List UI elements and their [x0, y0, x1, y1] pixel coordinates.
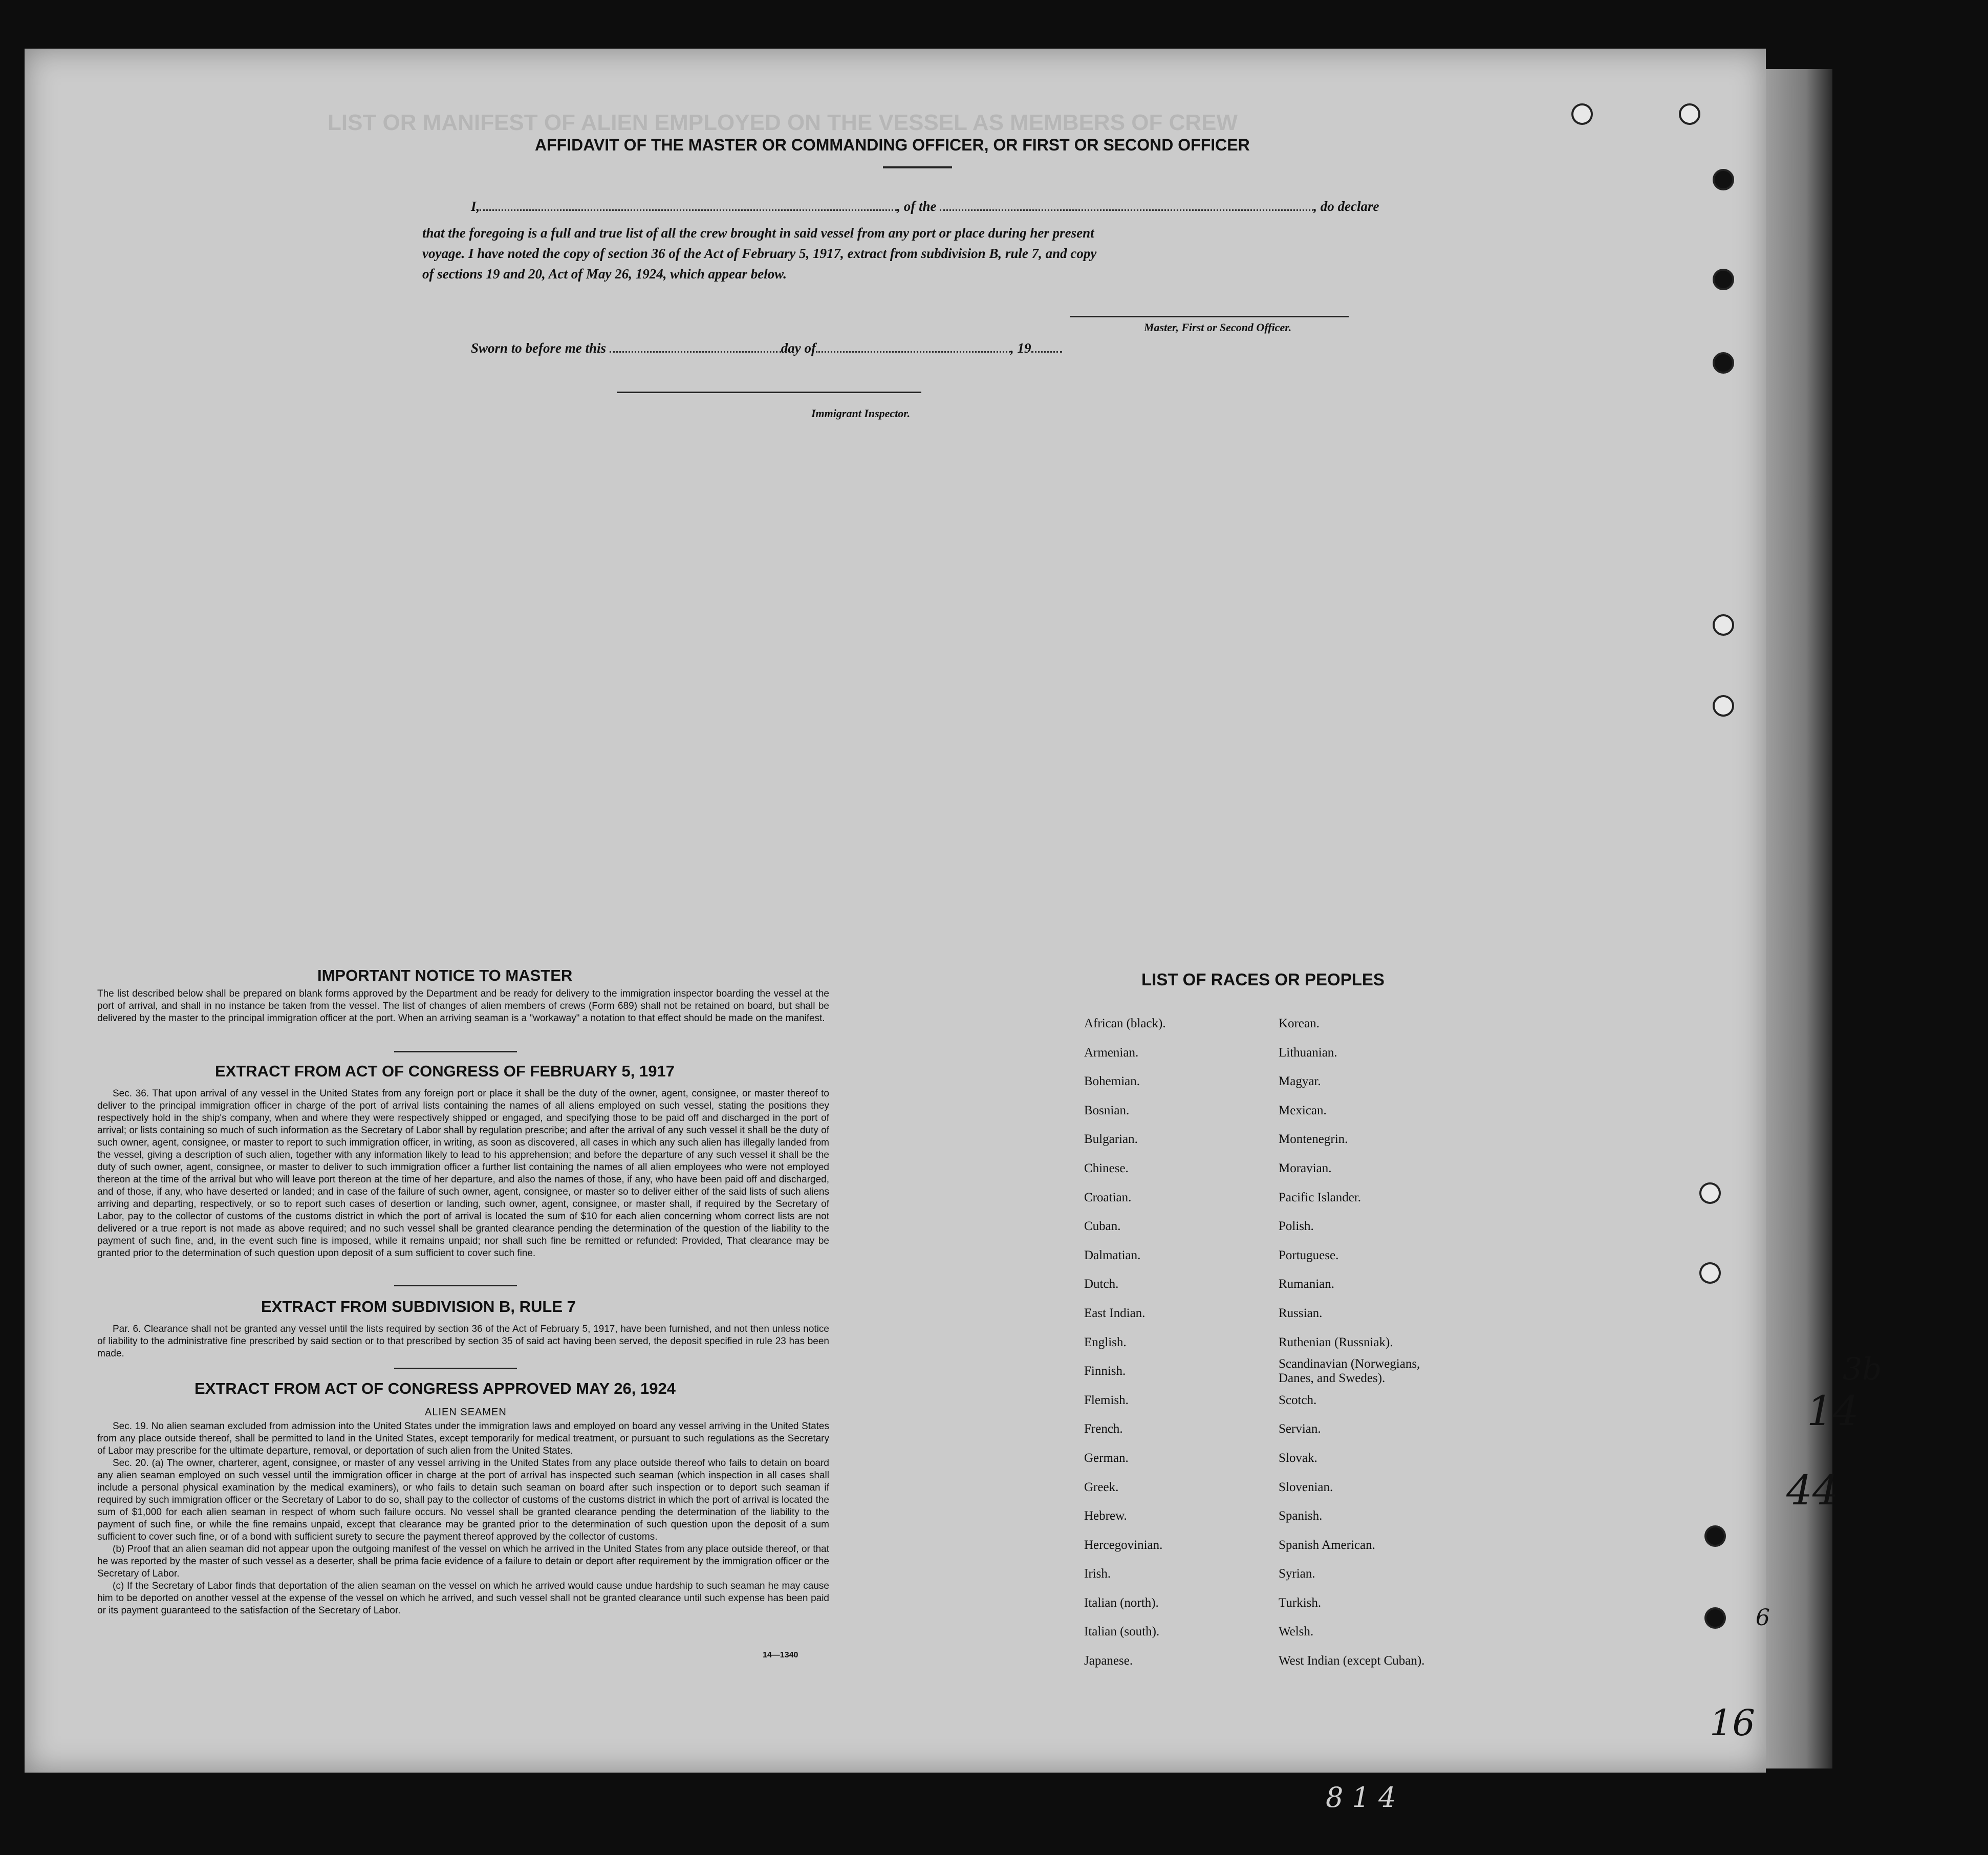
affidavit-line-3: voyage. I have noted the copy of section 36 of the Act of February 5, 1917, extract from subdivision B, rule 7, and copy	[422, 246, 1097, 261]
race-item: Bohemian.	[1084, 1074, 1140, 1089]
sec-19-text: Sec. 19. No alien seaman excluded from admission into the United States under the immigration laws and employed on board any vessel arriving in the United States from any place outside thereof, shall be permitted to land in the United States, except temporarily for medical treatment, or pursuant to such regulations as the Secretary of Labor may prescribe for the ultimate departure, removal, or deportation of such alien from the United States.	[97, 1421, 829, 1456]
race-item: Dutch.	[1084, 1277, 1119, 1291]
race-item: Irish.	[1084, 1567, 1111, 1581]
race-item: Welsh.	[1279, 1625, 1314, 1639]
inspector-signature-label: Immigrant Inspector.	[811, 407, 911, 420]
race-item: Flemish.	[1084, 1393, 1129, 1407]
race-item: Dalmatian.	[1084, 1248, 1141, 1262]
affidavit-i: I,	[471, 199, 480, 214]
race-item: German.	[1084, 1451, 1129, 1465]
master-signature-line	[1070, 316, 1349, 317]
races-title: LIST OF RACES OR PEOPLES	[1141, 970, 1385, 989]
race-item: Scotch.	[1279, 1393, 1317, 1407]
punch-hole	[1704, 1525, 1726, 1547]
races-left-column	[1084, 1009, 1166, 1676]
race-item: Pacific Islander.	[1279, 1190, 1362, 1204]
race-item: Croatian.	[1084, 1190, 1132, 1204]
month-blank	[816, 351, 1010, 353]
handwritten-bottom-note: 8 1 4	[1326, 1781, 1396, 1814]
name-blank	[480, 209, 897, 211]
punch-hole	[1713, 614, 1734, 636]
race-item: Syrian.	[1279, 1567, 1315, 1581]
year-blank	[1031, 351, 1062, 353]
extract-1917-title: EXTRACT FROM ACT OF CONGRESS OF FEBRUARY 5, 1917	[215, 1062, 675, 1080]
race-item: Italian (south).	[1084, 1625, 1160, 1639]
race-item: Montenegrin.	[1279, 1132, 1348, 1147]
race-item: Spanish.	[1279, 1509, 1323, 1523]
section-rule	[394, 1285, 517, 1286]
inspector-signature-line	[617, 392, 921, 393]
race-item: East Indian.	[1084, 1306, 1146, 1320]
vessel-blank	[940, 209, 1313, 211]
affidavit-line-2: that the foregoing is a full and true list of all the crew brought in said vessel from any port or place during her present	[422, 225, 1094, 241]
master-signature-label: Master, First or Second Officer.	[1144, 321, 1292, 334]
subdivision-b-text: Par. 6. Clearance shall not be granted any vessel until the lists required by section 36 of the Act of February 5, 1917, have been furnished, and not then unless notice of liability to the administrative fine prescribed by said section or to that prescribed by section 35 of said act having been served, the deposit specified in rule 23 has been made.	[97, 1324, 829, 1359]
race-item: West Indian (except Cuban).	[1279, 1654, 1425, 1668]
race-item: Moravian.	[1279, 1161, 1332, 1175]
extract-1924-body	[97, 1420, 829, 1617]
race-item: Slovak.	[1279, 1451, 1317, 1465]
sworn-line	[471, 340, 1062, 356]
handwritten-margin-note: 6	[1756, 1605, 1770, 1631]
race-item: Portuguese.	[1279, 1248, 1339, 1262]
race-item: Servian.	[1279, 1422, 1321, 1436]
form-number: 14—1340	[763, 1651, 798, 1659]
day-blank	[610, 351, 781, 353]
handwritten-margin-note: 14	[1807, 1387, 1859, 1435]
race-item: Italian (north).	[1084, 1595, 1159, 1610]
race-item: Chinese.	[1084, 1161, 1129, 1175]
affidavit-line-1	[471, 199, 1379, 214]
affidavit-declare: , do declare	[1313, 199, 1379, 214]
punch-hole	[1699, 1262, 1721, 1284]
punch-hole	[1679, 103, 1700, 125]
affidavit-line-4: of sections 19 and 20, Act of May 26, 1924, which appear below.	[422, 266, 787, 282]
race-item: Turkish.	[1279, 1595, 1322, 1610]
punch-hole	[1713, 169, 1734, 190]
race-item: Magyar.	[1279, 1074, 1321, 1089]
year-label: , 19	[1010, 340, 1031, 356]
race-item: Ruthenian (Russniak).	[1279, 1335, 1393, 1349]
race-item: Rumanian.	[1279, 1277, 1335, 1291]
race-item: Finnish.	[1084, 1364, 1126, 1378]
punch-hole	[1571, 103, 1593, 125]
race-item: Armenian.	[1084, 1045, 1139, 1060]
punch-hole	[1699, 1182, 1721, 1204]
race-item: Bulgarian.	[1084, 1132, 1138, 1147]
race-item: Hebrew.	[1084, 1509, 1127, 1523]
show-through-header: LIST OR MANIFEST OF ALIEN EMPLOYED ON THE VESSEL AS MEMBERS OF CREW	[328, 110, 1238, 135]
sec-20b-text: (b) Proof that an alien seaman did not appear upon the outgoing manifest of the vessel on which he arrived in the United States from any place outside thereof, or that he was reported by the master of such vessel as a deserter, shall be prima facie evidence of a failure to detain or deport after requirement by the immigration officer or the Secretary of Labor.	[97, 1544, 829, 1579]
extract-1924-title: EXTRACT FROM ACT OF CONGRESS APPROVED MAY 26, 1924	[195, 1379, 676, 1397]
affidavit-of-the: , of the	[897, 199, 937, 214]
race-item: Russian.	[1279, 1306, 1323, 1320]
section-rule	[394, 1051, 517, 1052]
punch-hole	[1713, 269, 1734, 290]
notice-title: IMPORTANT NOTICE TO MASTER	[317, 966, 573, 984]
handwritten-margin-note: 3b	[1843, 1351, 1882, 1387]
race-item: Mexican.	[1279, 1103, 1327, 1117]
race-item: Slovenian.	[1279, 1480, 1333, 1494]
race-item: Hercegovinian.	[1084, 1538, 1163, 1552]
race-item: Polish.	[1279, 1219, 1314, 1234]
race-item: Korean.	[1279, 1017, 1320, 1030]
punch-hole	[1704, 1607, 1726, 1629]
extract-1917-text: Sec. 36. That upon arrival of any vessel in the United States from any foreign port or place it shall be the duty of the owner, agent, consignee, or master thereof to deliver to the principal immigration officer in charge of the port of arrival lists containing the names of all aliens employed on such vessel, stating the positions they respectively hold in the ship's company, when and where they were respectively shipped or engaged, and specifying those to be paid off and discharged in the port of arrival; or lists containing so much of such information as the Secretary of Labor shall by regulation prescribe; and after the arrival of any such vessel it shall be the duty of such owner, agent, consignee, or master to report to such immigration officer, in writing, as soon as discovered, all cases in which any such alien has illegally landed from the vessel, giving a description of such alien, together with any information likely to lead to his apprehension; and before the departure of any such vessel it shall be the duty of such owner, agent, consignee, or master to deliver to such immigration officer a further list containing the names of all alien employees who were not employed thereon at the time of the arrival but who will leave port thereon at the time of her departure, and also the names of those, if any, who have been paid off and discharged, and of those, if any, who have deserted or landed; and in case of the failure of such owner, agent, consignee, or master so to deliver either of the said lists of such aliens arriving and departing, respectively, or so to report such cases of desertion or landing, such owner, agent, consignee, or master shall, if required by the Secretary of Labor, pay to the collector of customs of the customs district in which the port of arrival is located the sum of $10 for each alien concerning whom correct lists are not delivered or a true report is not made as above required; and no such vessel shall be granted clearance pending the determination of the question of the liability to the payment of such fine, and, in the event such fine is imposed, while it remains unpaid; nor shall such fine be remitted or refunded: Provided, That clearance may be granted prior to the determination of such question upon deposit of a sum sufficient to cover such fine.	[97, 1088, 829, 1259]
race-item: Lithuanian.	[1279, 1045, 1337, 1060]
notice-text: The list described below shall be prepared on blank forms approved by the Department and be ready for delivery to the immigration inspector boarding the vessel at the port of arrival, and shall in no instance be taken from the vessel. The list of changes of alien members of crews (Form 689) shall not be retained on board, but shall be delivered by the master to the principal immigration officer at the port. When an arriving seaman is a "workaway" a notation to that effect should be made on the manifest.	[97, 988, 829, 1024]
races-right-column	[1279, 1009, 1432, 1676]
alien-seamen-subtitle: ALIEN SEAMEN	[425, 1407, 507, 1418]
race-item: Japanese.	[1084, 1654, 1133, 1668]
race-item: Greek.	[1084, 1480, 1119, 1494]
sec-20c-text: (c) If the Secretary of Labor finds that deportation of the alien seaman on the vessel on which he arrived would cause undue hardship to such seaman he may cause him to be deported on another vessel at the expense of the vessel on which he arrived, and such vessel shall not be granted clearance until such expense has been paid or its payment guaranteed to the satisfaction of the Secretary of Labor.	[97, 1581, 829, 1616]
race-item: Cuban.	[1084, 1219, 1121, 1234]
day-of-label: day of	[781, 340, 816, 356]
race-item: English.	[1084, 1335, 1127, 1349]
sec-20a-text: Sec. 20. (a) The owner, charterer, agent, consignee, or master of any vessel arriving in the United States from any place outside thereof who fails to detain on board any alien seaman employed on such vessel until the immigration officer in charge at the port of arrival has inspected such seaman (which inspection in all cases shall include a personal physical examination by the medical examiners), or who fails to detain such seaman on board after such inspection or to deport such seaman if required by such immigration officer or the Secretary of Labor to do so, shall pay to the collector of customs of the customs district in which the port of arrival is located the sum of $1,000 for each alien seaman in respect of whom such failure occurs. No vessel shall be granted clearance pending the determination of the liability to the payment of such fine, or while the fine remains unpaid, except that clearance may be granted prior to the determination of such question upon the deposit of a sum sufficient to cover such fine, or of a bond with sufficient surety to secure the payment thereof approved by the collector of customs.	[97, 1458, 829, 1542]
race-item: French.	[1084, 1422, 1123, 1436]
handwritten-margin-note: 44	[1786, 1466, 1839, 1514]
race-item: Bosnian.	[1084, 1103, 1130, 1117]
race-item: Spanish American.	[1279, 1538, 1375, 1552]
race-item: African (black).	[1084, 1017, 1166, 1030]
punch-hole	[1713, 695, 1734, 717]
sworn-label: Sworn to before me this	[471, 340, 607, 356]
affidavit-title: AFFIDAVIT OF THE MASTER OR COMMANDING OFFICER, OR FIRST OR SECOND OFFICER	[535, 136, 1250, 154]
subdivision-b-title: EXTRACT FROM SUBDIVISION B, RULE 7	[261, 1298, 576, 1315]
punch-hole	[1713, 352, 1734, 374]
race-item: Scandinavian (Norwegians, Danes, and Swedes).	[1279, 1357, 1420, 1386]
handwritten-corner-note: 16	[1710, 1702, 1756, 1744]
title-rule	[883, 166, 952, 168]
section-rule	[394, 1368, 517, 1369]
